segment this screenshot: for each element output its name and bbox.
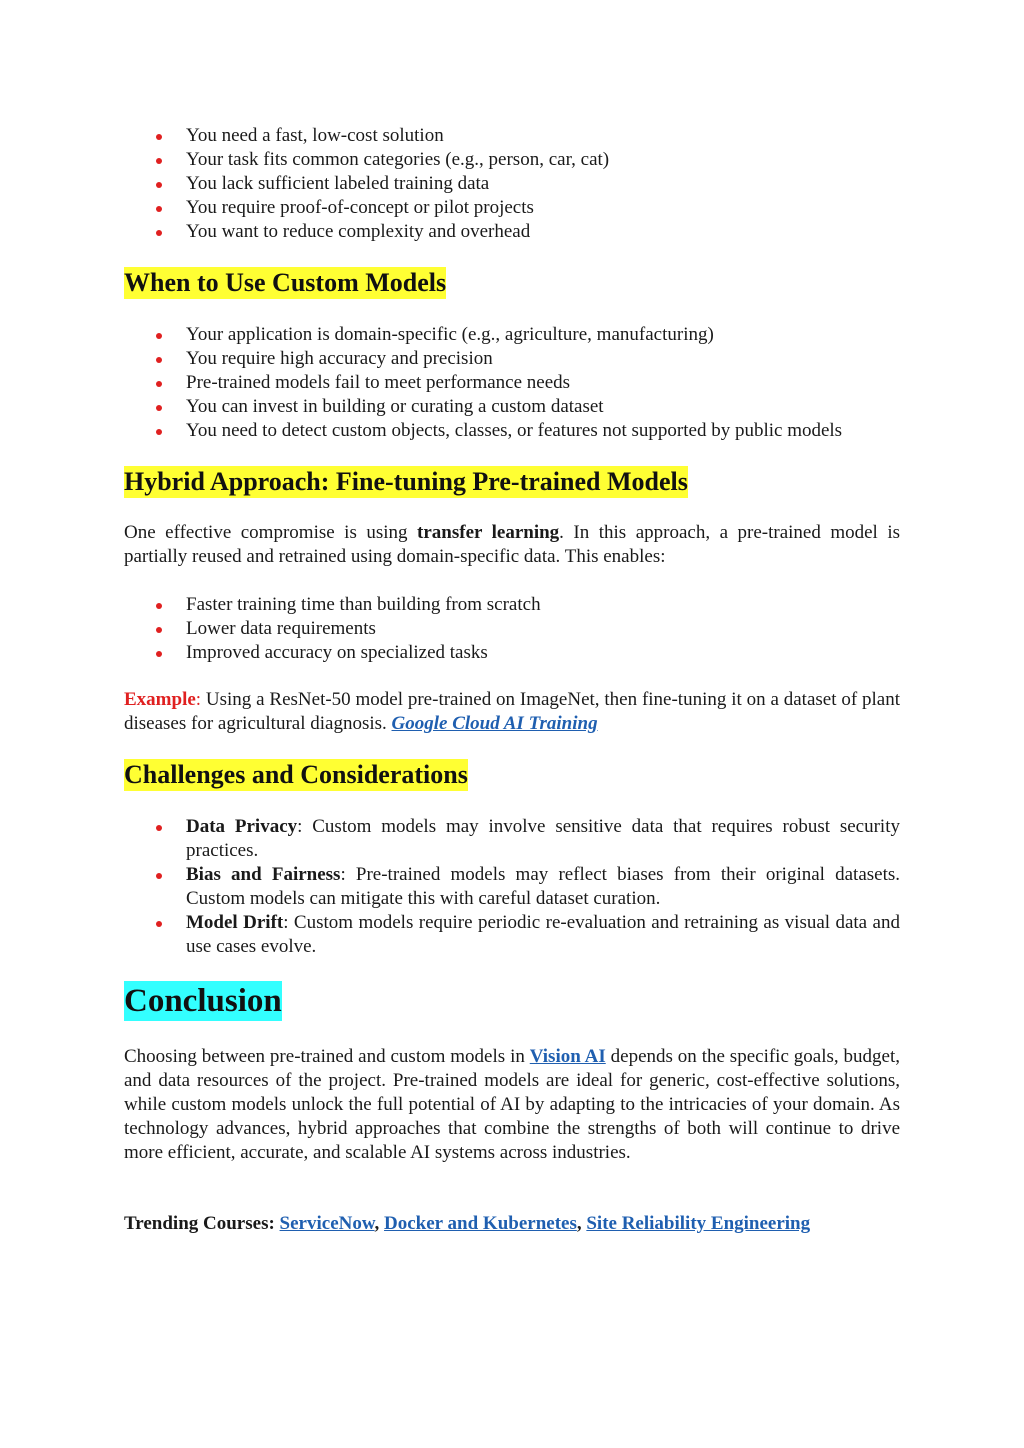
example-paragraph: Example: Using a ResNet-50 model pre-trained on ImageNet, then fine-tuning it on a dataset of plant diseases for agricultural diagnosis. Google Cloud AI Training [124,689,900,734]
hybrid-paragraph-section [124,521,900,569]
bullet-icon [156,405,162,411]
section-heading-challenges: Challenges and Considerations [124,760,468,789]
bullet-icon [156,381,162,387]
section-heading-conclusion: Conclusion [124,983,282,1019]
conclusion-paragraph-section [124,1045,900,1165]
hybrid-heading-section [124,466,900,498]
bullet-icon [156,182,162,188]
bullet-icon [156,230,162,236]
hybrid-list-section [124,593,900,665]
bullet-icon [156,429,162,435]
trending-label: Trending Courses: [124,1213,275,1234]
custom-list [124,323,900,443]
list-item: Your application is domain-specific (e.g., agriculture, manufacturing) [124,323,900,347]
list-item: You want to reduce complexity and overhead [124,220,900,244]
vision-ai-link[interactable]: Vision AI [529,1046,606,1067]
challenges-heading-section [124,759,900,791]
bullet-icon [156,357,162,363]
servicenow-link[interactable]: ServiceNow [279,1213,375,1234]
list-item: You require proof-of-concept or pilot projects [124,196,900,220]
conclusion-paragraph: Choosing between pre-trained and custom models in Vision AI depends on the specific goals, budget, and data resources of the project. Pre-trained models are ideal for generic, cost-effective solutions, while custom models unlock the full potential of AI by adapting to the intricacies of your domain. As technology advances, hybrid approaches that combine the strengths of both will continue to drive more efficient, accurate, and scalable AI systems across industries. [124,1046,900,1163]
custom-heading-section [124,267,900,299]
list-item: You need to detect custom objects, classes, or features not supported by public models [124,419,900,443]
conclusion-heading-section [124,981,900,1021]
list-item: Your task fits common categories (e.g., person, car, cat) [124,148,900,172]
section-heading-custom-models: When to Use Custom Models [124,268,447,297]
list-item: Data Privacy: Custom models may involve sensitive data that requires robust security practices. [124,815,900,863]
hybrid-list [124,593,900,665]
bullet-icon [156,651,162,657]
intro-list [124,124,900,244]
list-item: Improved accuracy on specialized tasks [124,641,900,665]
section-heading-hybrid: Hybrid Approach: Fine-tuning Pre-trained Models [124,467,688,496]
bullet-icon [156,825,162,831]
bullet-icon [156,627,162,633]
bullet-icon [156,603,162,609]
transfer-learning-term: transfer learning [417,522,560,543]
list-item: Pre-trained models fail to meet performance needs [124,371,900,395]
hybrid-paragraph: One effective compromise is using transfer learning. In this approach, a pre-trained model is partially reused and retrained using domain-specific data. This enables: [124,522,901,567]
challenges-list-section [124,815,900,959]
list-item: You need a fast, low-cost solution [124,124,900,148]
bullet-icon [156,333,162,339]
site-reliability-link[interactable]: Site Reliability Engineering [586,1213,811,1234]
list-item: Faster training time than building from scratch [124,593,900,617]
list-item: Bias and Fairness: Pre-trained models may reflect biases from their original datasets. Custom models can mitigate this with careful dataset curation. [124,863,900,911]
list-item: Model Drift: Custom models require periodic re-evaluation and retraining as visual data and use cases evolve. [124,911,900,959]
docker-kubernetes-link[interactable]: Docker and Kubernetes [384,1213,577,1234]
bullet-icon [156,158,162,164]
bullet-icon [156,206,162,212]
bullet-icon [156,134,162,140]
custom-list-section [124,323,900,443]
google-cloud-ai-training-link[interactable]: Google Cloud AI Training [391,713,598,734]
trending-courses: Trending Courses: ServiceNow, Docker and Kubernetes, Site Reliability Engineering [124,1213,811,1234]
list-item: You require high accuracy and precision [124,347,900,371]
list-item: You lack sufficient labeled training data [124,172,900,196]
list-item: Lower data requirements [124,617,900,641]
trending-section [124,1212,900,1236]
list-item: You can invest in building or curating a custom dataset [124,395,900,419]
bullet-icon [156,921,162,927]
example-label: Example [124,689,196,710]
challenges-list [124,815,900,959]
bullet-icon [156,873,162,879]
intro-section [124,124,900,244]
example-section [124,688,900,736]
